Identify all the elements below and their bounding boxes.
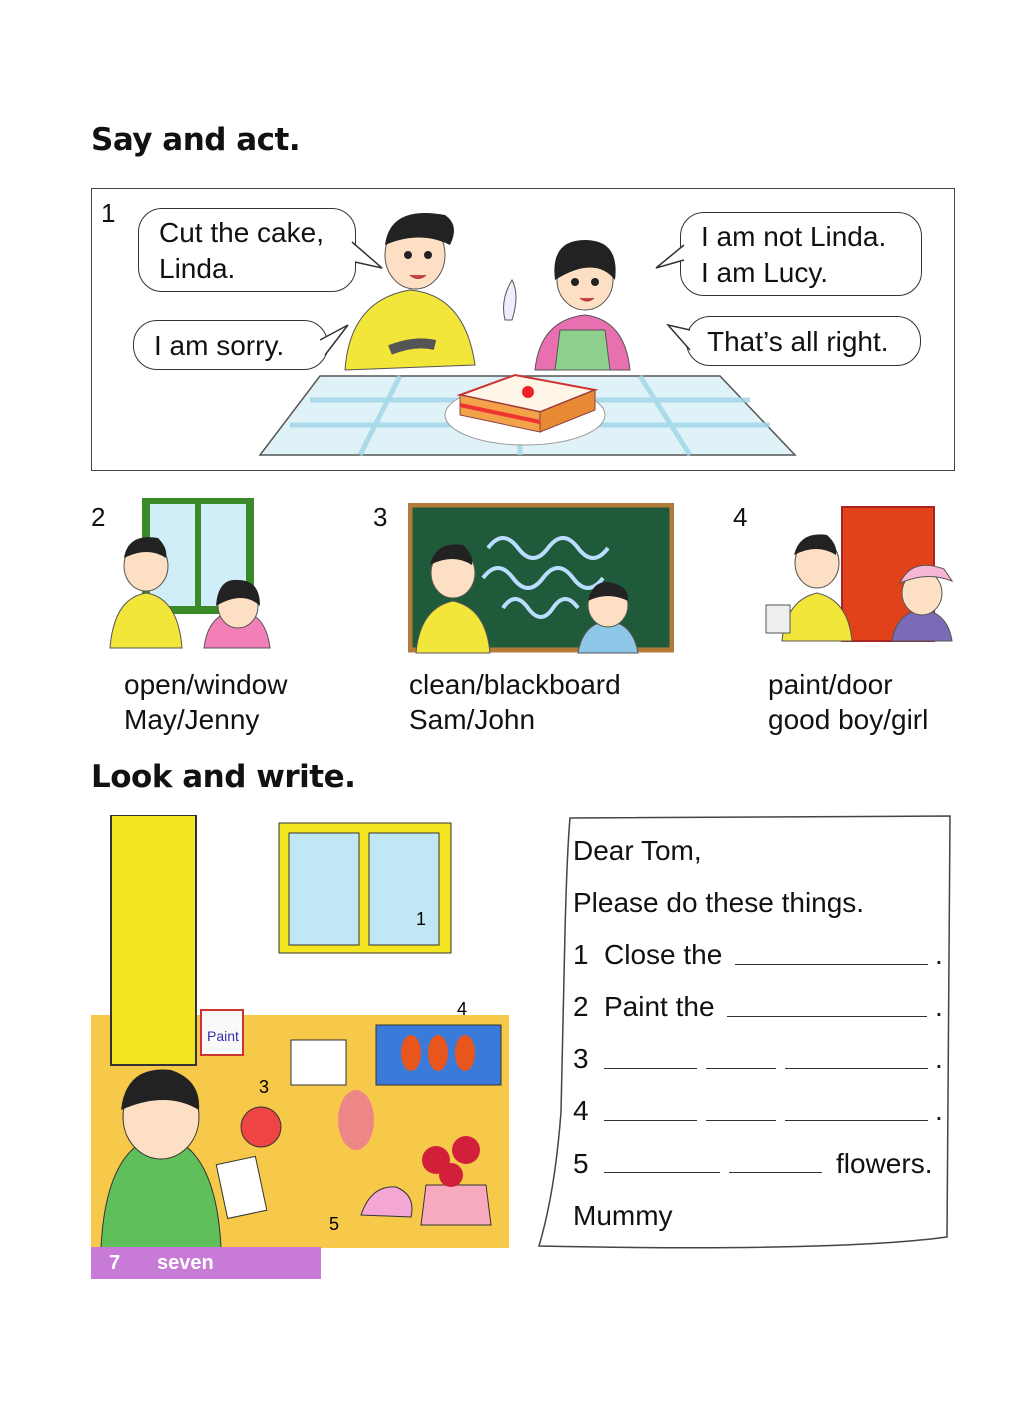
- scene-label-3: 3: [259, 1077, 270, 1097]
- page-word: seven: [157, 1252, 214, 1274]
- bubble-text-line: Cut the cake,: [159, 217, 324, 248]
- letter-item-1-number: 1: [573, 939, 589, 970]
- answer-blank: [604, 1120, 697, 1121]
- letter-signoff: Mummy: [573, 1200, 673, 1231]
- letter-greeting: Dear Tom,: [573, 835, 702, 866]
- letter-item-5-number: 5: [573, 1148, 589, 1179]
- panel-3-number: 3: [373, 502, 388, 532]
- open-window-illustration: [108, 498, 288, 660]
- letter-item-3-end: .: [935, 1043, 943, 1074]
- letter-item-4-end: .: [935, 1095, 943, 1126]
- letter-item-1-end: .: [935, 939, 943, 970]
- room-scene-illustration: [91, 815, 509, 1248]
- paint-door-illustration: [762, 505, 958, 643]
- letter-item-4-number: 4: [573, 1095, 589, 1126]
- scene-label-4: 4: [457, 999, 468, 1019]
- bubble-text-line: I am not Linda.: [701, 221, 887, 252]
- answer-blank: [785, 1120, 928, 1121]
- say-and-act-heading: Say and act.: [91, 122, 301, 158]
- bubble-text-line: I am sorry.: [154, 330, 285, 361]
- answer-blank: [604, 1068, 697, 1069]
- scene-label-5: 5: [329, 1214, 340, 1234]
- panel-1-number: 1: [101, 198, 116, 228]
- caption-line-1: clean/blackboard: [409, 669, 621, 700]
- bubble-text-line: Linda.: [159, 253, 236, 284]
- answer-blank: [706, 1068, 776, 1069]
- panel-4-caption: [768, 667, 928, 737]
- page-number-tab: [91, 1247, 321, 1279]
- bubble-text-line: I am Lucy.: [701, 257, 829, 288]
- letter-item-3-number: 3: [573, 1043, 589, 1074]
- letter-intro: Please do these things.: [573, 887, 865, 918]
- letter-item-2-end: .: [935, 991, 943, 1022]
- letter-item-2-text: Paint the: [604, 991, 715, 1022]
- letter-item-5-end: flowers.: [836, 1148, 933, 1179]
- bubble-tails: [0, 0, 1024, 400]
- panel-4-number: 4: [733, 502, 748, 532]
- letter-paper-outline: [535, 812, 955, 1252]
- answer-blank: [735, 964, 928, 965]
- scene-label-1: 1: [416, 909, 427, 929]
- caption-line-1: paint/door: [768, 669, 893, 700]
- look-and-write-heading: Look and write.: [91, 759, 356, 795]
- page-number: 7: [109, 1252, 121, 1274]
- panel-3-caption: [409, 667, 621, 737]
- panel-2-number: 2: [91, 502, 106, 532]
- paint-can-label: Paint: [207, 1028, 239, 1044]
- answer-blank: [729, 1172, 822, 1173]
- answer-blank: [604, 1172, 720, 1173]
- letter-item-1-text: Close the: [604, 939, 723, 970]
- panel-2-caption: [124, 667, 287, 737]
- letter-item-2-number: 2: [573, 991, 589, 1022]
- caption-line-2: May/Jenny: [124, 704, 260, 735]
- caption-line-2: good boy/girl: [768, 704, 929, 735]
- caption-line-2: Sam/John: [409, 704, 536, 735]
- caption-line-1: open/window: [124, 669, 288, 700]
- answer-blank: [706, 1120, 776, 1121]
- blackboard-illustration: [408, 503, 674, 655]
- bubble-text-line: That’s all right.: [707, 326, 889, 357]
- answer-blank: [785, 1068, 928, 1069]
- answer-blank: [727, 1016, 927, 1017]
